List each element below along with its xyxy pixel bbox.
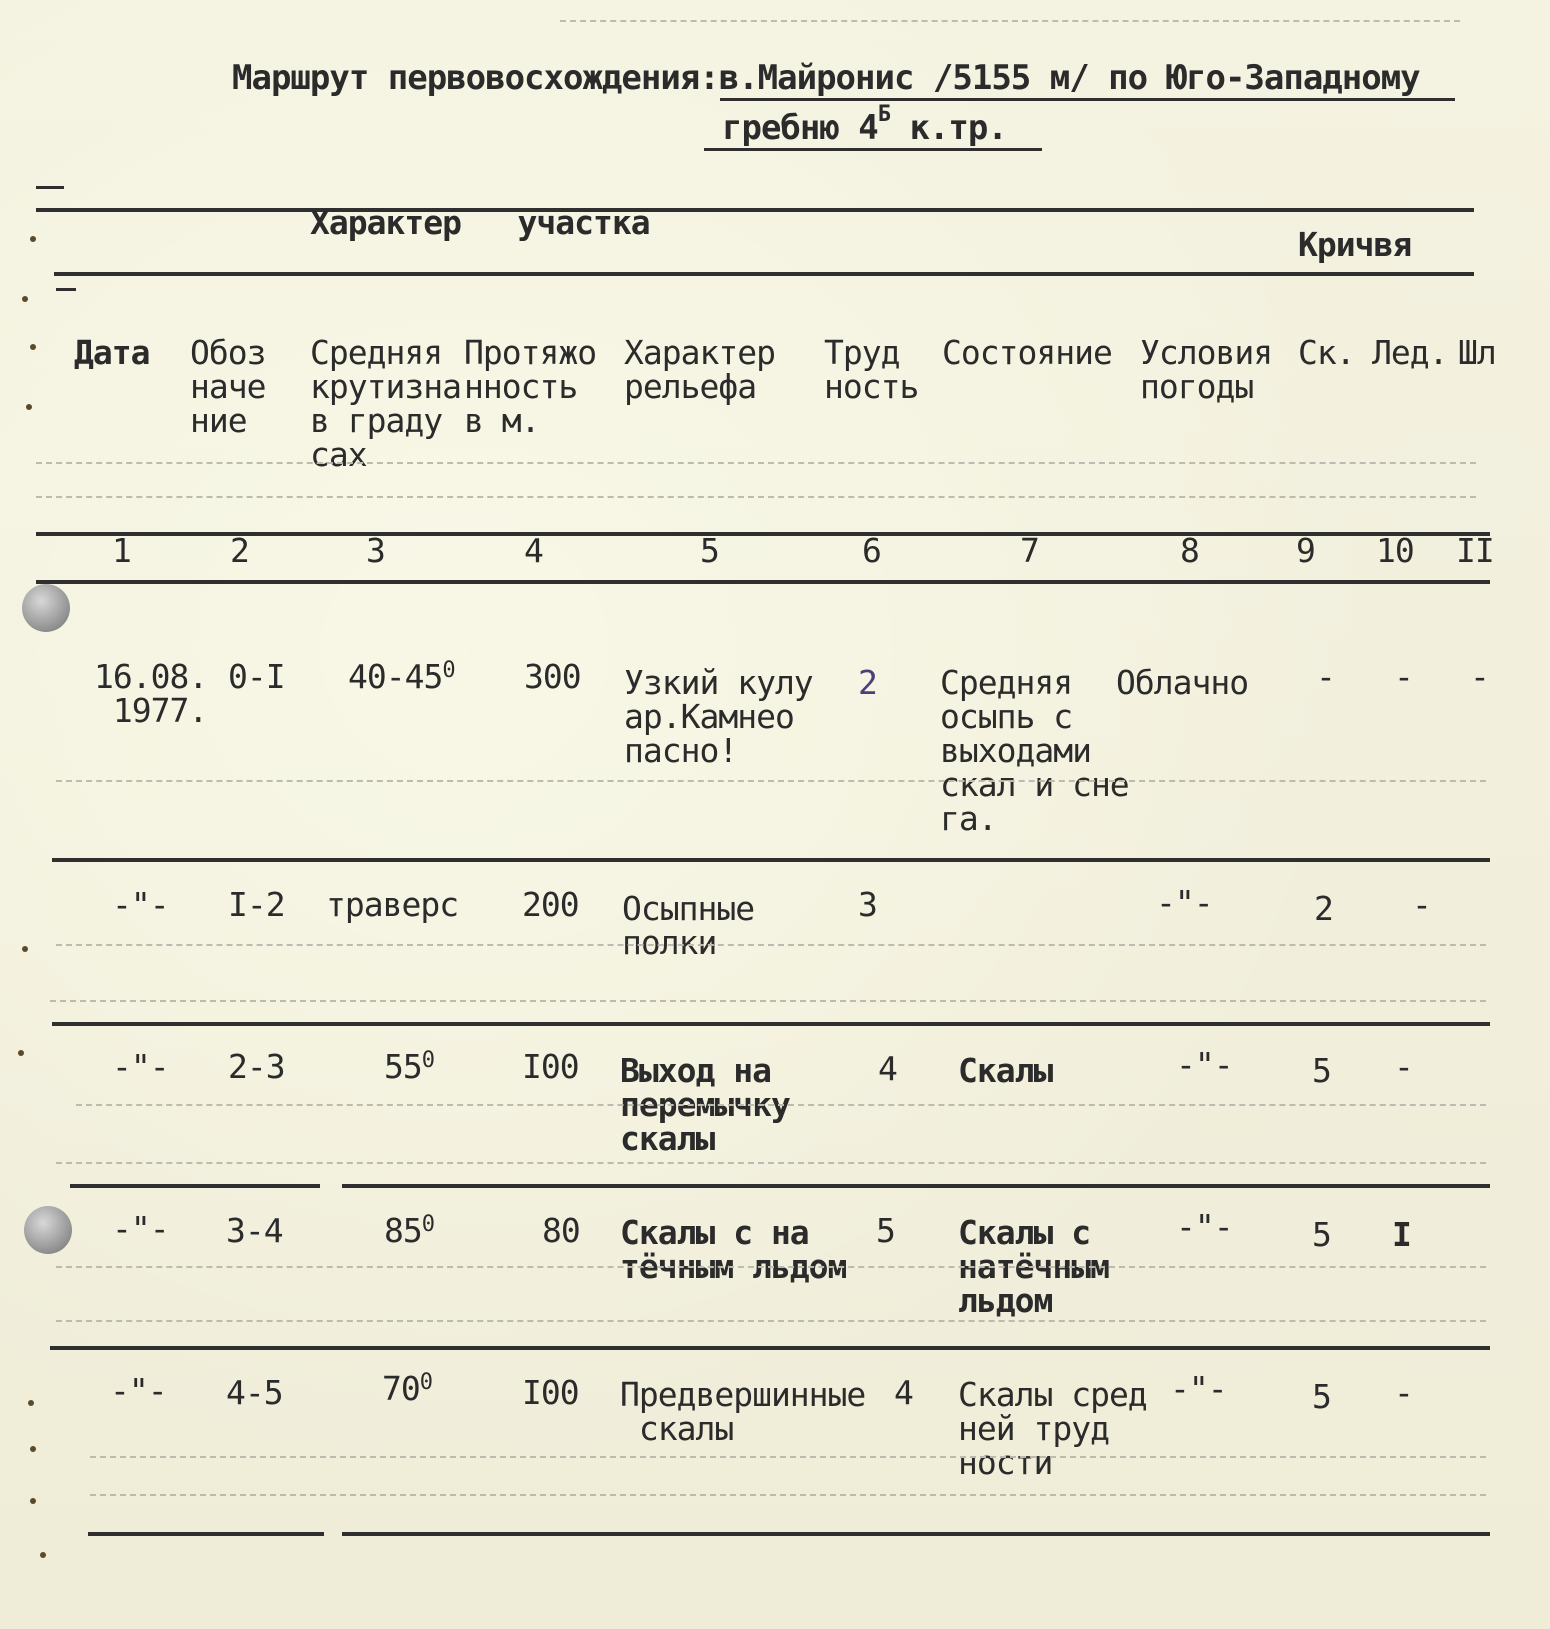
row-dash <box>56 944 1486 946</box>
row4-date: -"- <box>112 1209 169 1248</box>
row-rule <box>88 1532 324 1536</box>
margin-speck <box>18 1050 24 1056</box>
row4-state: Скалы с натёчным льдом <box>958 1213 1109 1320</box>
col-header-designation: Обоз наче ние <box>190 333 266 440</box>
route-title-line2 <box>722 102 1007 148</box>
row3-length: I00 <box>522 1047 579 1086</box>
col-number-1: 1 <box>112 531 131 570</box>
row5-slope-value: 70 <box>382 1369 420 1408</box>
row-dash <box>90 1456 1486 1458</box>
row5-difficulty: 4 <box>894 1373 913 1412</box>
col-number-6: 6 <box>862 531 881 570</box>
row5-slope <box>382 1369 432 1408</box>
row1-hooks: - <box>1470 657 1489 696</box>
margin-speck <box>26 404 32 410</box>
col-header-ice: Лед. <box>1372 333 1448 372</box>
header-rule-top <box>36 208 1474 212</box>
header-rule-2 <box>54 272 1474 276</box>
row4-weather: -"- <box>1176 1207 1233 1246</box>
title-line2-text: гребню 4 <box>722 108 878 148</box>
row3-weather: -"- <box>1176 1045 1233 1084</box>
row4-difficulty: 5 <box>876 1211 895 1250</box>
margin-speck <box>30 344 36 350</box>
punch-hole <box>22 584 70 632</box>
row2-slope <box>326 885 459 924</box>
row3-slope-value: 55 <box>384 1047 422 1086</box>
numbers-rule-top <box>36 532 1490 536</box>
row4-ice: I <box>1392 1215 1411 1254</box>
header-tick-2 <box>56 288 76 291</box>
row3-date: -"- <box>112 1047 169 1086</box>
row3-state: Скалы <box>958 1051 1053 1090</box>
col-header-state: Состояние <box>942 333 1112 372</box>
row1-relief: Узкий кулу ар.Камнео пасно! <box>624 663 813 770</box>
margin-speck <box>28 1400 34 1406</box>
row-rule <box>52 1022 1490 1026</box>
row2-difficulty: 3 <box>858 885 877 924</box>
col-header-length: Протяжо нность в м. <box>464 333 597 440</box>
group-header-left: Характер участка <box>310 203 650 242</box>
row4-relief: Скалы с на тёчным льдом <box>620 1213 847 1286</box>
col-header-slope: Средняя крутизна в граду сах <box>310 333 461 474</box>
row1-date: 16.08. 1977. <box>94 657 208 730</box>
row-rule <box>70 1184 320 1188</box>
title-underline-1 <box>720 98 1455 101</box>
row2-length: 200 <box>522 885 579 924</box>
col-number-8: 8 <box>1180 531 1199 570</box>
row2-ice: - <box>1412 885 1431 924</box>
row2-date: -"- <box>112 885 169 924</box>
punch-hole <box>24 1206 72 1254</box>
header-dash <box>36 462 1476 464</box>
row-rule <box>342 1184 1490 1188</box>
row3-rock: 5 <box>1312 1051 1331 1090</box>
row1-ice: - <box>1394 657 1413 696</box>
row3-ice: - <box>1394 1047 1413 1086</box>
row-dash <box>56 780 1486 782</box>
row-rule <box>50 1346 1490 1350</box>
row1-difficulty: 2 <box>858 663 877 702</box>
row1-state: Средняя осыпь с выходами скал и сне га. <box>940 663 1129 838</box>
margin-speck <box>22 946 28 952</box>
col-number-11: II <box>1456 531 1494 570</box>
row4-segment: 3-4 <box>226 1211 283 1250</box>
row-dash <box>50 1000 1486 1002</box>
col-number-9: 9 <box>1296 531 1315 570</box>
margin-speck <box>40 1552 46 1558</box>
col-header-rock: Ск. <box>1298 333 1355 372</box>
row2-relief: Осыпные полки <box>622 889 755 962</box>
row-dash <box>56 1162 1486 1164</box>
row5-ice: - <box>1394 1373 1413 1412</box>
row5-date: -"- <box>110 1371 167 1410</box>
margin-speck <box>30 236 36 242</box>
row1-segment: 0-I <box>228 657 285 696</box>
row5-rock: 5 <box>1312 1377 1331 1416</box>
margin-speck <box>22 296 28 302</box>
row4-slope-sup: 0 <box>421 1212 434 1237</box>
header-dash-2 <box>36 496 1476 498</box>
col-header-relief: Характер рельефа <box>624 333 775 406</box>
row3-relief: Выход на перемычку скалы <box>620 1051 790 1158</box>
col-header-difficulty: Труд ность <box>824 333 919 406</box>
row3-slope <box>384 1047 434 1086</box>
col-header-date: Дата <box>74 333 150 372</box>
col-number-7: 7 <box>1020 531 1039 570</box>
title-line2-tail: к.тр. <box>890 108 1007 148</box>
route-title-line1: Маршрут первовосхождения:в.Майронис /5155 м/ по Юго-Западному <box>232 58 1420 98</box>
col-number-4: 4 <box>524 531 543 570</box>
row3-difficulty: 4 <box>878 1049 897 1088</box>
row1-rock: - <box>1316 657 1335 696</box>
row1-slope-value: 40-45 <box>348 657 443 696</box>
row-rule <box>52 858 1490 862</box>
row-rule <box>342 1532 1490 1536</box>
title-line2-sup: Б <box>877 102 891 127</box>
row-dash <box>76 1104 1486 1106</box>
col-number-5: 5 <box>700 531 719 570</box>
row5-relief: Предвершинные скалы <box>620 1375 866 1448</box>
row3-slope-sup: 0 <box>421 1048 434 1073</box>
row4-slope-value: 85 <box>384 1211 422 1250</box>
row1-slope <box>348 657 455 696</box>
row4-length: 80 <box>542 1211 580 1250</box>
row5-length: I00 <box>522 1373 579 1412</box>
row4-rock: 5 <box>1312 1215 1331 1254</box>
row2-rock: 2 <box>1314 889 1333 928</box>
row2-slope-value: траверс <box>326 885 459 924</box>
row5-slope-sup: 0 <box>419 1370 432 1395</box>
col-number-2: 2 <box>230 531 249 570</box>
row1-length: 300 <box>524 657 581 696</box>
col-header-hooks: Шл <box>1458 333 1496 372</box>
margin-speck <box>30 1446 36 1452</box>
row5-segment: 4-5 <box>226 1373 283 1412</box>
col-header-weather: Условия погоды <box>1140 333 1273 406</box>
row4-slope <box>384 1211 434 1250</box>
row5-state: Скалы сред ней труд ности <box>958 1375 1147 1482</box>
row5-weather: -"- <box>1170 1369 1227 1408</box>
row1-slope-sup: 0 <box>442 658 455 683</box>
row-dash <box>56 1266 1486 1268</box>
faint-dash <box>560 20 1460 22</box>
row-dash <box>56 1320 1486 1322</box>
row2-weather: -"- <box>1156 883 1213 922</box>
group-header-right: Кричвя <box>1298 225 1412 264</box>
title-underline-2 <box>704 148 1042 151</box>
header-tick <box>36 186 64 189</box>
row2-segment: I-2 <box>228 885 285 924</box>
row1-weather: Облачно <box>1116 663 1249 702</box>
col-number-10: 10 <box>1376 531 1414 570</box>
numbers-rule-bottom <box>36 580 1490 584</box>
row-dash <box>90 1494 1486 1496</box>
row3-segment: 2-3 <box>228 1047 285 1086</box>
col-number-3: 3 <box>366 531 385 570</box>
margin-speck <box>30 1498 36 1504</box>
